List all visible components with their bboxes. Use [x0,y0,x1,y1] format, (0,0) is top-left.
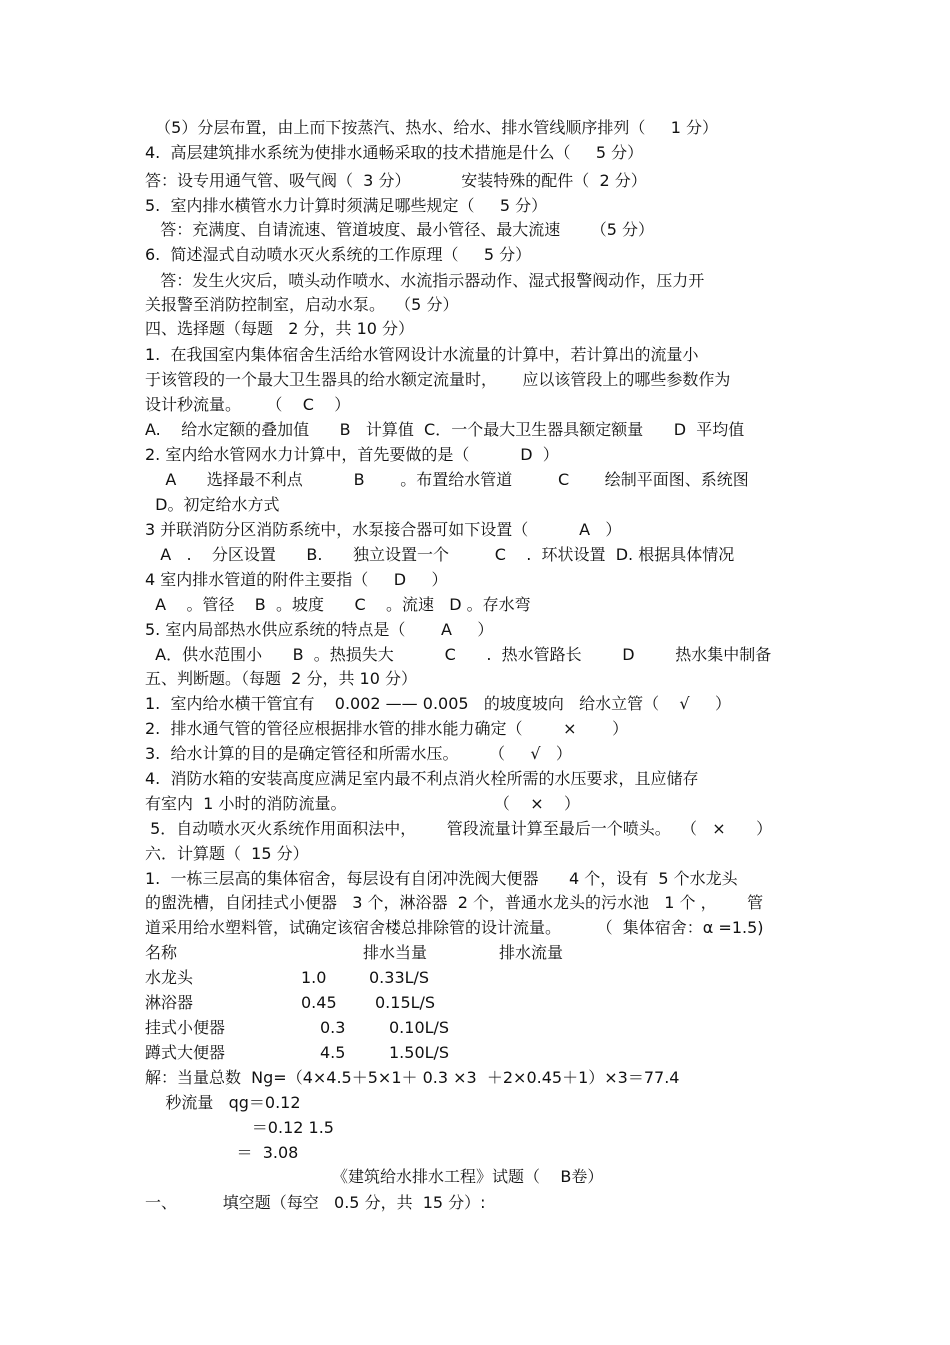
table-cell: 1.50L/S [389,1043,450,1062]
text-line: 的盥洗槽，自闭挂式小便器 3 个，淋浴器 2 个，普通水龙头的污水池 1 个 ， 管 [145,893,764,912]
table-cell: 挂式小便器 [145,1018,226,1037]
text-line: 3. 给水计算的目的是确定管径和所需水压。 （ √ ） [145,744,572,763]
section-heading: 五、判断题。（每题 2 分，共 10 分） [145,669,417,688]
text-line: 答：充满度、自请流速、管道坡度、最小管径、最大流速 （5 分） [145,220,655,239]
table-header: 排水当量 [363,943,428,962]
table-cell: 水龙头 [145,968,194,987]
section-heading: 一、 填空题（每空 0.5 分，共 15 分）: [145,1193,486,1212]
text-line: 答：设专用通气管、吸气阀（ 3 分） 安装特殊的配件（ 2 分） [145,171,647,190]
text-line: 3 并联消防分区消防系统中，水泵接合器可如下设置（ A ） [145,520,622,539]
text-line: A. 给水定额的叠加值 B 计算值 C．一个最大卫生器具额定额量 D 平均值 [145,420,745,439]
text-line: 于该管段的一个最大卫生器具的给水额定流量时， 应以该管段上的哪些参数作为 [145,370,731,389]
solution-line: ＝0.12 1.5 [145,1118,334,1137]
solution-line: ＝ 3.08 [145,1143,299,1162]
text-line: 1. 室内给水横干管宜有 0.002 —— 0.005 的坡度坡向 给水立管（ √ ） [145,694,732,713]
text-line: A 。管径 B 。坡度 C 。流速 D 。存水弯 [145,595,531,614]
text-line: A . 分区设置 B. 独立设置一个 C . 环状设置 D. 根据具体情况 [145,545,735,564]
text-line: 5. 室内排水横管水力计算时须满足哪些规定（ 5 分） [145,196,548,215]
text-line: 4 室内排水管道的附件主要指（ D ） [145,570,448,589]
text-line: 5．自动喷水灭火系统作用面积法中， 管段流量计算至最后一个喷头。 （ × ） [145,819,773,838]
solution-line: 秒流量 qg＝0.12 [145,1093,301,1112]
text-line: 6. 简述湿式自动喷水灭火系统的工作原理（ 5 分） [145,245,532,264]
table-cell: 0.3 [320,1018,346,1037]
table-cell: 蹲式大便器 [145,1043,226,1062]
table-cell: 0.45 [301,993,337,1012]
section-heading: 六．计算题（ 15 分） [145,844,309,863]
solution-line: 解：当量总数 Ng=（4×4.5＋5×1＋ 0.3 ×3 ＋2×0.45＋1）×3＝77.4 [145,1068,680,1087]
text-line: 设计秒流量。 （ C ） [145,395,351,414]
text-line: 1. 在我国室内集体宿舍生活给水管网设计水流量的计算中，若计算出的流量小 [145,345,699,364]
text-line: A 选择最不利点 B 。布置给水管道 C 绘制平面图、系统图 [145,470,749,489]
text-line: 关报警至消防控制室，启动水泵。 （5 分） [145,295,459,314]
text-line: A．供水范围小 B 。热损失大 C . 热水管路长 D 热水集中制备 [145,645,772,664]
table-header: 排水流量 [499,943,564,962]
text-line: D。初定给水方式 [145,495,280,514]
table-cell: 0.15L/S [375,993,436,1012]
table-cell: 0.10L/S [389,1018,450,1037]
text-line: 1. 一栋三层高的集体宿舍，每层设有自闭冲洗阀大便器 4 个，设有 5 个水龙头 [145,869,738,888]
section-heading: 四、选择题（每题 2 分，共 10 分） [145,319,415,338]
table-cell: 4.5 [320,1043,346,1062]
table-header: 名称 [145,943,178,962]
text-line: 有室内 1 小时的消防流量。 （ × ） [145,794,581,813]
text-line: 2. 室内给水管网水力计算中，首先要做的是（ D ） [145,445,559,464]
table-cell: 1.0 [301,968,327,987]
text-line: 答：发生火灾后，喷头动作喷水、水流指示器动作、湿式报警阀动作，压力开 [145,271,705,290]
text-line: 4. 消防水箱的安装高度应满足室内最不利点消火栓所需的水压要求，且应储存 [145,769,699,788]
text-line: 5. 室内局部热水供应系统的特点是（ A ） [145,620,494,639]
table-cell: 淋浴器 [145,993,194,1012]
text-line: 4. 高层建筑排水系统为使排水通畅采取的技术措施是什么（ 5 分） [145,143,644,162]
text-line: 道采用给水塑料管，试确定该宿舍楼总排除管的设计流量。 （ 集体宿舍：α =1.5) [145,918,764,937]
text-line: （5）分层布置，由上而下按蒸汽、热水、给水、排水管线顺序排列（ 1 分） [145,118,719,137]
table-cell: 0.33L/S [369,968,430,987]
text-line: 2. 排水通气管的管径应根据排水管的排水能力确定（ × ） [145,719,629,738]
exam-title: 《建筑给水排水工程》试题（ B卷） [332,1167,604,1186]
